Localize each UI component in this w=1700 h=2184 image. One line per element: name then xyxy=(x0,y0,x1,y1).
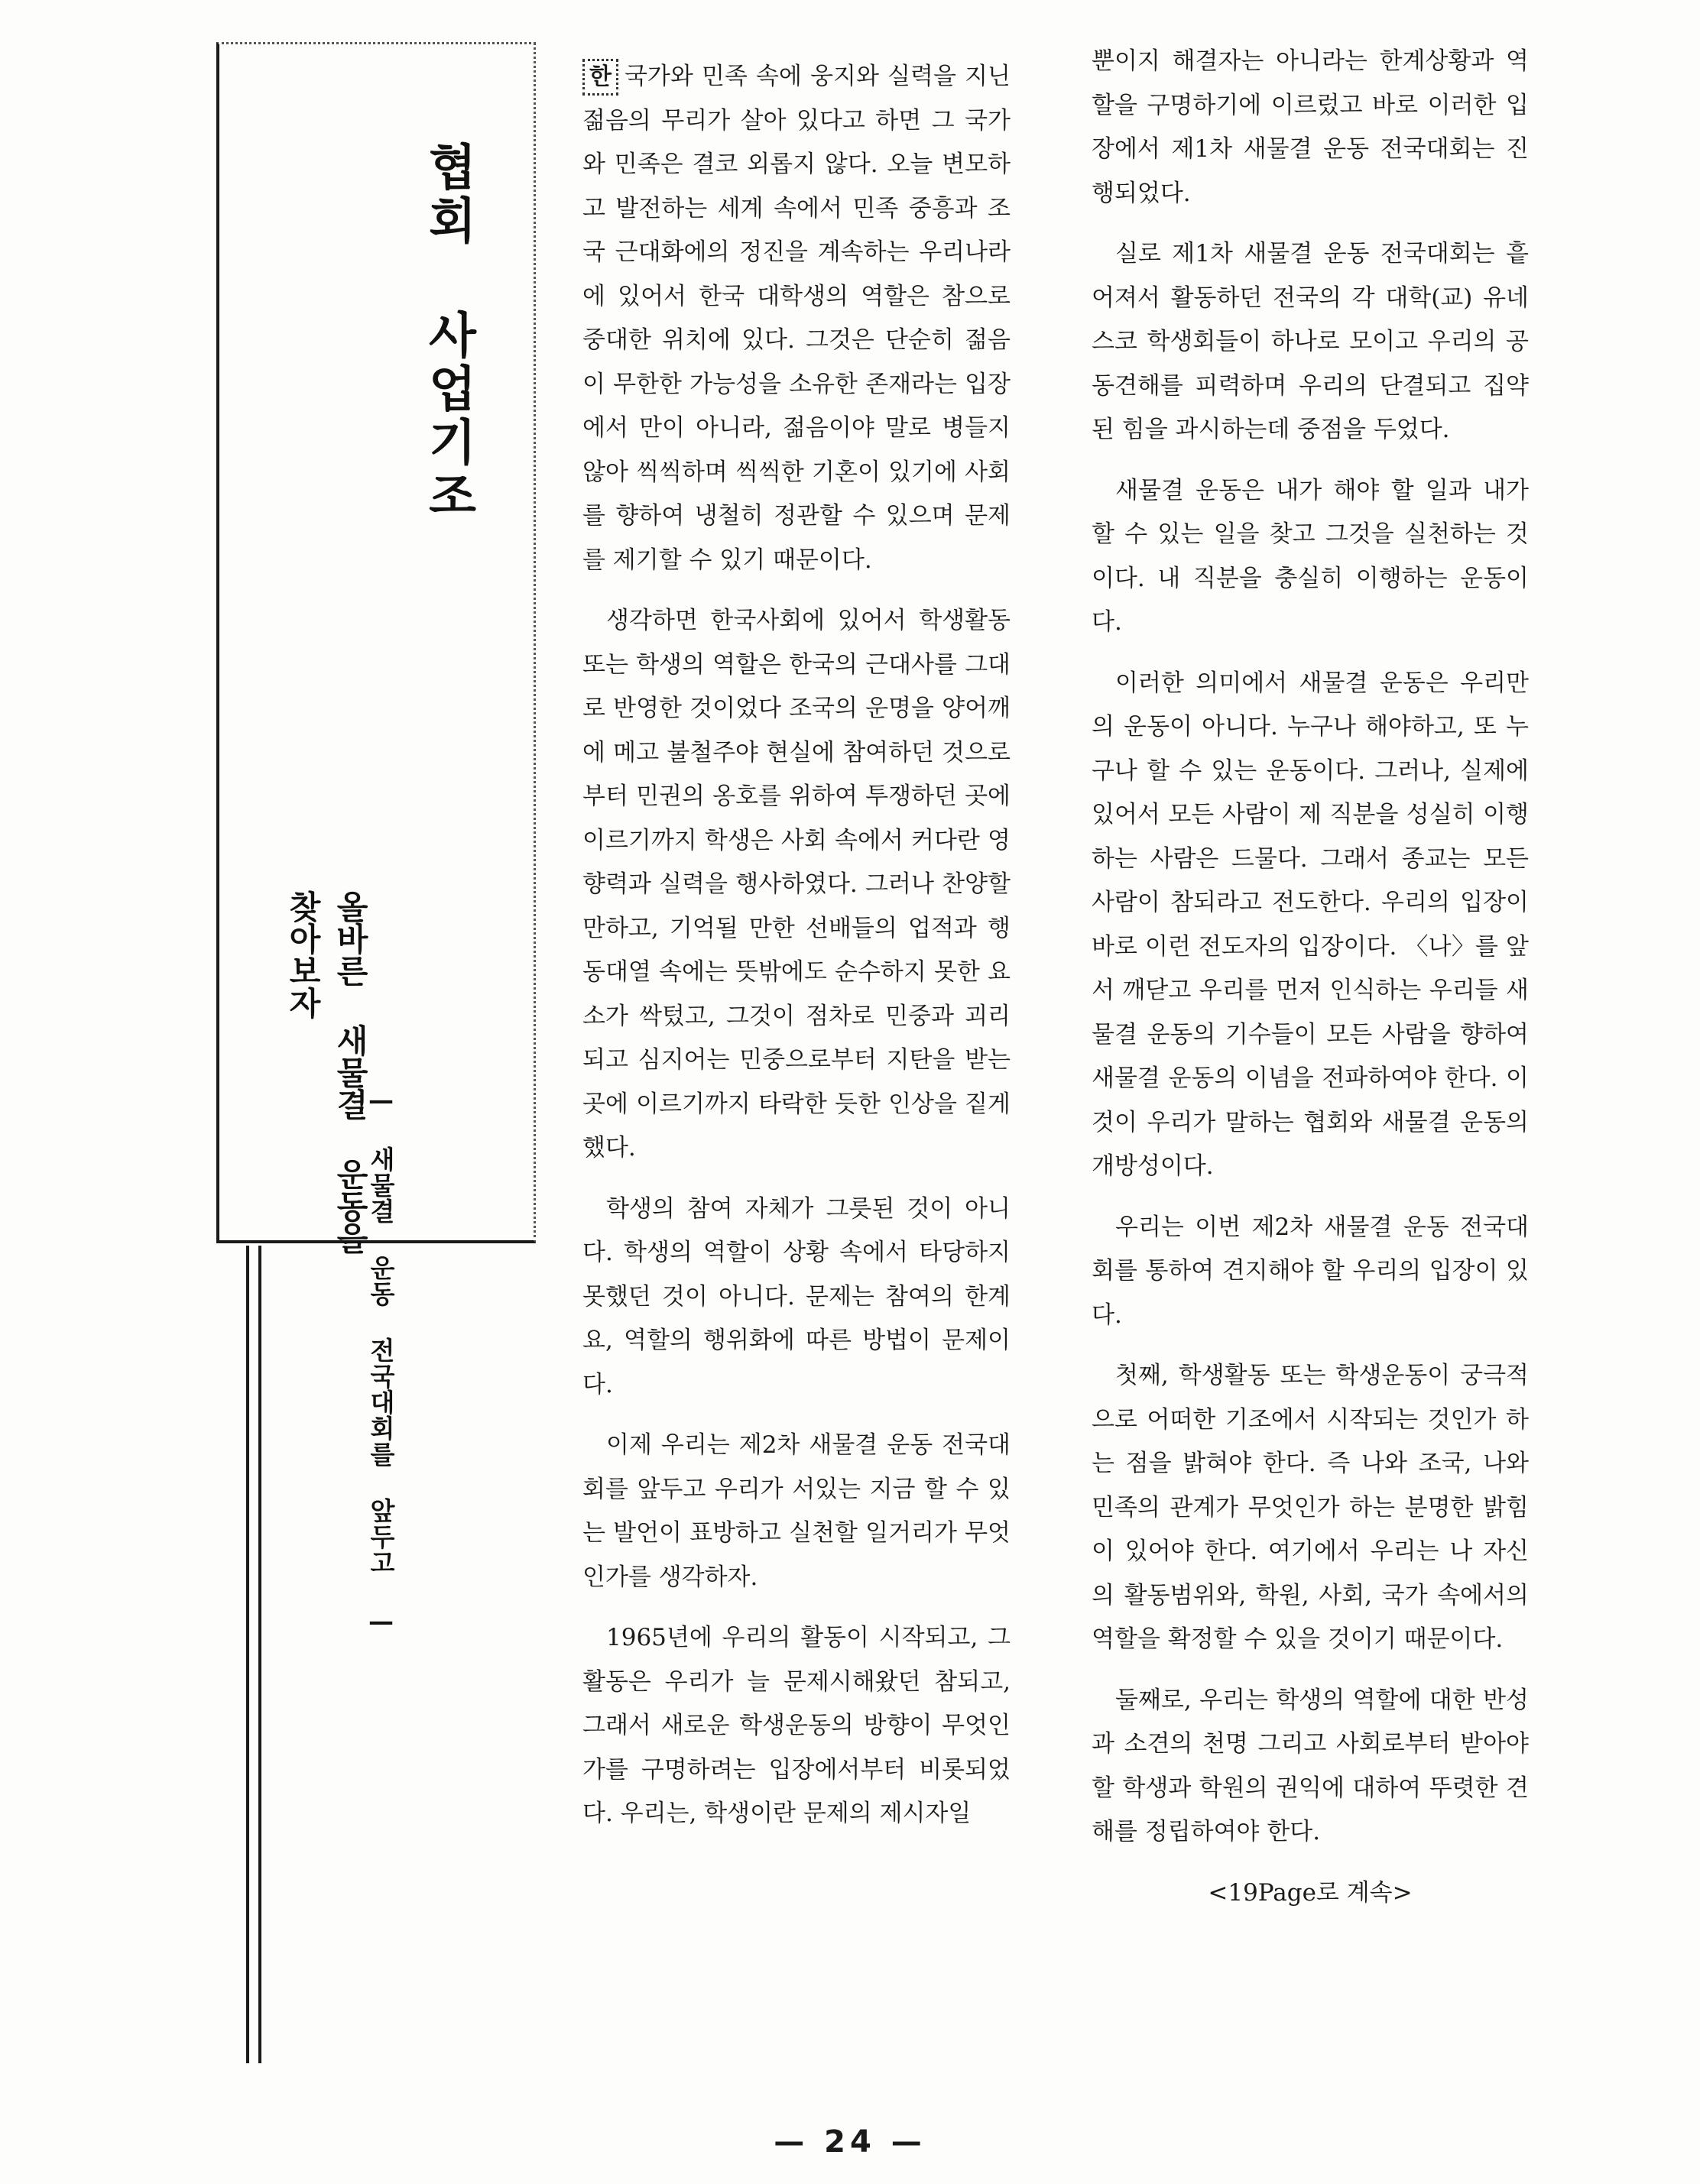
vertical-rule-1 xyxy=(246,1246,249,2063)
dropcap: 한 xyxy=(582,59,618,96)
subtitle-line-1: 올바른 새물결 운동을 xyxy=(332,890,369,1254)
article-subtitle xyxy=(279,890,374,1379)
paragraph: 뿐이지 해결자는 아니라는 한계상황과 역할을 구명하기에 이르렀고 바로 이러한 입장에서 제1차 새물결 운동 전국대회는 진행되었다. xyxy=(1092,47,1529,207)
paragraph xyxy=(582,55,1011,582)
paragraph: 1965년에 우리의 활동이 시작되고, 그 활동은 우리가 늘 문제시해왔던 참되고, 그래서 새로운 학생운동의 방향이 무엇인가를 구명하려는 입장에서부터 비롯되었다. 우리는, 학생이란 문제의 제시자일 xyxy=(582,1624,1011,1827)
article-column-1 xyxy=(582,55,1011,1853)
vertical-rule-2 xyxy=(258,1246,261,2063)
title-box xyxy=(216,42,536,1243)
paragraph: 생각하면 한국사회에 있어서 학생활동 또는 학생의 역할은 한국의 근대사를 그대로 반영한 것이었다 조국의 운명을 양어깨에 메고 불철주야 현실에 참여하던 것으로부터 민권의 옹호를 위하여 투쟁하던 곳에 이르기까지 학생은 사회 속에서 커다란 영향력과 실력을 행사하였다. 그러나 찬양할 만하고, 기억될 만한 선배들의 업적과 행동대열 속에는 뜻밖에도 순수하지 못한 요소가 싹텄고, 그것이 점차로 민중과 괴리되고 심지어는 민중으로부터 지탄을 받는 곳에 이르기까지 타락한 듯한 인상을 짙게 했다. xyxy=(582,607,1011,1162)
article-title: 협회 사업기조 xyxy=(420,141,476,523)
paragraph: 새물결 운동은 내가 해야 할 일과 내가 할 수 있는 일을 찾고 그것을 실천하는 것이다. 내 직분을 충실히 이행하는 운동이다. xyxy=(1092,476,1529,636)
paragraph: 학생의 참여 자체가 그릇된 것이 아니다. 학생의 역할이 상황 속에서 타당하지 못했던 것이 아니다. 문제는 참여의 한계요, 역할의 행위화에 따른 방법이 문제이다. xyxy=(582,1194,1011,1398)
paragraph: 우리는 이번 제2차 새물결 운동 전국대회를 통하여 견지해야 할 우리의 입장이 있다. xyxy=(1092,1213,1529,1329)
subtitle-line-2: 찾아보자 xyxy=(284,890,322,1019)
paragraph: 이러한 의미에서 새물결 운동은 우리만의 운동이 아니다. 누구나 해야하고, 또 누구나 할 수 있는 운동이다. 그러나, 실제에 있어서 모든 사람이 제 직분을 성실히 이행하는 사람은 드물다. 그래서 종교는 모든 사람이 참되라고 전도한다. 우리의 입장이 바로 이런 전도자의 입장이다. 〈나〉를 앞서 깨닫고 우리를 먼저 인식하는 우리들 새물결 운동의 기수들이 모든 사람을 향하여 새물결 운동의 이념을 전파하여야 한다. 이것이 우리가 말하는 협회와 새물결 운동의 개방성이다. xyxy=(1092,669,1529,1180)
article-subsubtitle: — 새물결 운동 전국대회를 앞두고 — xyxy=(366,1085,396,1637)
paragraph: 실로 제1차 새물결 운동 전국대회는 흩어져서 활동하던 전국의 각 대학(교) 유네스코 학생회들이 하나로 모이고 우리의 공동견해를 피력하며 우리의 단결되고 집약된 힘을 과시하는데 중점을 두었다. xyxy=(1092,240,1529,443)
paragraph-text: 국가와 민족 속에 웅지와 실력을 지닌 젊음의 무리가 살아 있다고 하면 그 국가와 민족은 결코 외롭지 않다. 오늘 변모하고 발전하는 세계 속에서 민족 중흥과 조국 근대화에의 정진을 계속하는 우리나라에 있어서 한국 대학생의 역할은 참으로 중대한 위치에 있다. 그것은 단순히 젊음이 무한한 가능성을 소유한 존재라는 입장에서 만이 아니라, 젊음이야 말로 병들지 않아 씩씩하며 씩씩한 기혼이 있기에 사회를 향하여 냉철히 정관할 수 있으며 문제를 제기할 수 있기 때문이다. xyxy=(582,63,1011,574)
paragraph: 둘째로, 우리는 학생의 역할에 대한 반성과 소견의 천명 그리고 사회로부터 받아야할 학생과 학원의 권익에 대하여 뚜렷한 견해를 정립하여야 한다. xyxy=(1092,1686,1529,1845)
article-column-2 xyxy=(1092,40,1529,1915)
page-number: — 24 — xyxy=(774,2124,926,2160)
continued-note: <19Page로 계속> xyxy=(1208,1878,1413,1907)
paragraph: 이제 우리는 제2차 새물결 운동 전국대회를 앞두고 우리가 서있는 지금 할 수 있는 발언이 표방하고 실천할 일거리가 무엇인가를 생각하자. xyxy=(582,1431,1011,1591)
paragraph: 첫째, 학생활동 또는 학생운동이 궁극적으로 어떠한 기조에서 시작되는 것인가 하는 점을 밝혀야 한다. 즉 나와 조국, 나와 민족의 관계가 무엇인가 하는 분명한 밝힘이 있어야 한다. 여기에서 우리는 나 자신의 활동범위와, 학원, 사회, 국가 속에서의 역할을 확정할 수 있을 것이기 때문이다. xyxy=(1092,1362,1529,1653)
